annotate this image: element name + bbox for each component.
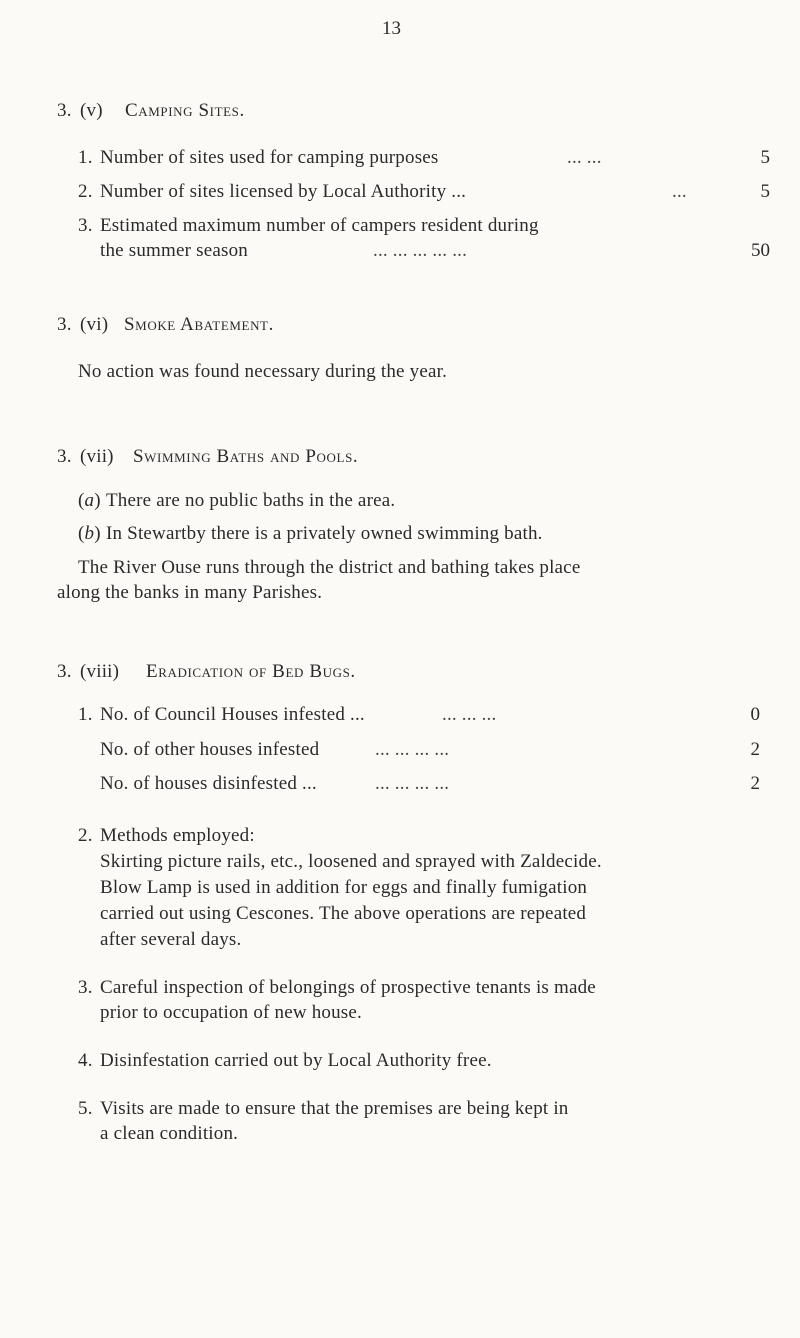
item-number: 2. bbox=[78, 181, 93, 202]
leader-dots: ... ... ... bbox=[442, 704, 497, 725]
section-number: 3. bbox=[57, 446, 72, 467]
item-text: No. of houses disinfested ... bbox=[100, 773, 317, 794]
section-number: 3. bbox=[57, 314, 72, 335]
item-value: 50 bbox=[751, 240, 770, 261]
section-heading: Smoke Abatement. bbox=[124, 314, 274, 335]
item-text: Estimated maximum number of campers resident during bbox=[100, 215, 539, 236]
methods-line: after several days. bbox=[100, 929, 242, 950]
item-number: 4. bbox=[78, 1050, 93, 1071]
item-number: 3. bbox=[78, 977, 93, 998]
item-value: 0 bbox=[750, 704, 760, 725]
subsection-number: (viii) bbox=[80, 661, 120, 682]
paragraph: No action was found necessary during the year. bbox=[78, 361, 448, 382]
item-value: 2 bbox=[750, 739, 760, 760]
subsection-number: (v) bbox=[80, 100, 103, 121]
leader-dots: ... ... ... ... bbox=[375, 739, 450, 760]
item-number: 5. bbox=[78, 1098, 93, 1119]
section-heading: Camping Sites. bbox=[125, 100, 245, 121]
item-text: Careful inspection of belongings of prospective tenants is made bbox=[100, 977, 596, 998]
item-text-continued: a clean condition. bbox=[100, 1123, 239, 1144]
paragraph: The River Ouse runs through the district and bathing takes place bbox=[78, 557, 581, 578]
section-heading: Swimming Baths and Pools. bbox=[133, 446, 359, 467]
leader-dots: ... bbox=[672, 181, 687, 202]
section-number: 3. bbox=[57, 661, 72, 682]
item-text: No. of other houses infested bbox=[100, 739, 320, 760]
item-text: Disinfestation carried out by Local Authority free. bbox=[100, 1050, 492, 1071]
leader-dots: ... ... ... ... ... bbox=[373, 240, 468, 261]
item-number: 2. bbox=[78, 825, 93, 846]
item-number: 3. bbox=[78, 215, 93, 236]
page-number: 13 bbox=[382, 18, 401, 39]
item-label: (b) bbox=[78, 523, 101, 544]
item-text-continued: the summer season bbox=[100, 240, 248, 261]
item-value: 5 bbox=[760, 147, 770, 168]
item-text: Visits are made to ensure that the premises are being kept in bbox=[100, 1098, 569, 1119]
item-value: 2 bbox=[750, 773, 760, 794]
item-number: 1. bbox=[78, 704, 93, 725]
subsection-number: (vi) bbox=[80, 314, 109, 335]
methods-line: Skirting picture rails, etc., loosened and sprayed with Zaldecide. bbox=[100, 851, 602, 872]
item-label: (a) bbox=[78, 490, 101, 511]
section-heading: Eradication of Bed Bugs. bbox=[146, 661, 356, 682]
methods-line: Methods employed: bbox=[100, 825, 255, 846]
item-text: There are no public baths in the area. bbox=[106, 490, 396, 511]
item-text-continued: prior to occupation of new house. bbox=[100, 1002, 362, 1023]
item-value: 5 bbox=[760, 181, 770, 202]
paragraph-continued: along the banks in many Parishes. bbox=[57, 582, 323, 603]
leader-dots: ... ... bbox=[567, 147, 602, 168]
subsection-number: (vii) bbox=[80, 446, 114, 467]
leader-dots: ... ... ... ... bbox=[375, 773, 450, 794]
item-text: No. of Council Houses infested ... bbox=[100, 704, 365, 725]
item-text: Number of sites used for camping purposes bbox=[100, 147, 439, 168]
methods-line: carried out using Cescones. The above operations are repeated bbox=[100, 903, 587, 924]
item-text: In Stewartby there is a privately owned swimming bath. bbox=[106, 523, 543, 544]
section-number: 3. bbox=[57, 100, 72, 121]
item-number: 1. bbox=[78, 147, 93, 168]
methods-line: Blow Lamp is used in addition for eggs and finally fumigation bbox=[100, 877, 588, 898]
item-text: Number of sites licensed by Local Authority ... bbox=[100, 181, 467, 202]
